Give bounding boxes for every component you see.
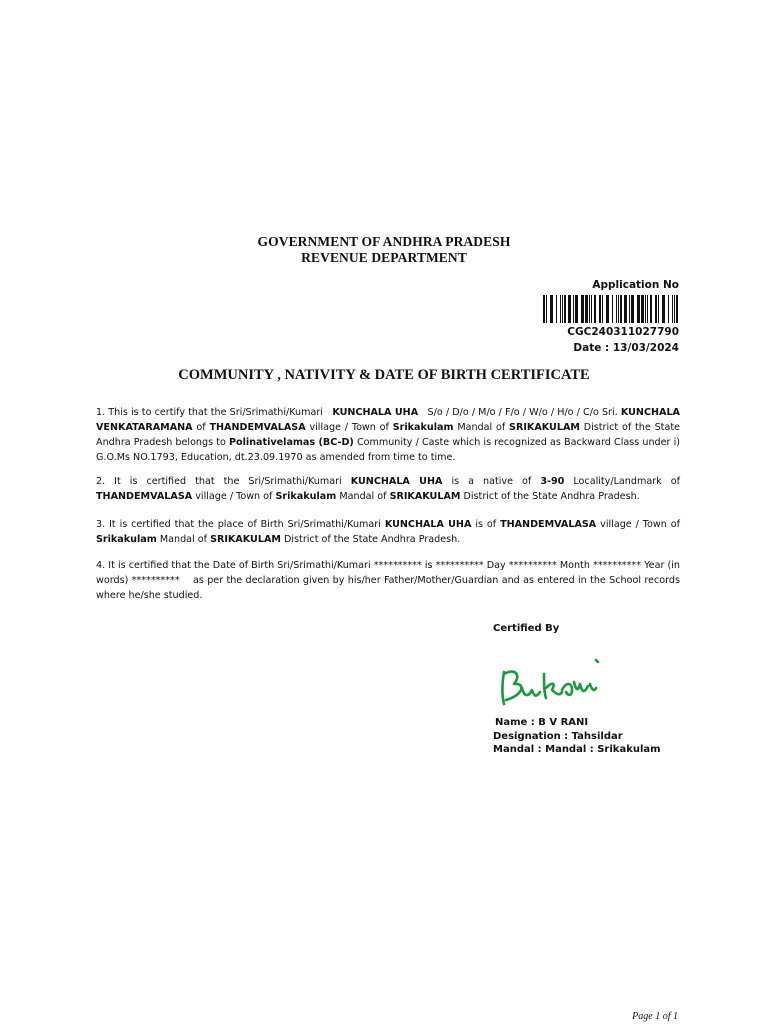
- barcode-image: [543, 295, 679, 323]
- text: Mandal of: [339, 491, 387, 502]
- application-number: CGC240311027790: [567, 326, 679, 338]
- paragraph-nativity: [96, 474, 680, 504]
- signer-mandal: Mandal : Mandal : Srikakulam: [493, 744, 661, 755]
- community-name: Polinativelamas (BC-D): [229, 437, 354, 448]
- barcode-bar: [594, 295, 596, 323]
- text: District of the State Andhra Pradesh belongs to: [96, 422, 680, 448]
- department-title: REVENUE DEPARTMENT: [301, 250, 467, 265]
- barcode-bar: [581, 295, 584, 323]
- village-name: THANDEMVALASA: [209, 422, 306, 433]
- barcode-bar: [562, 295, 563, 323]
- paragraph-community: [96, 405, 680, 465]
- applicant-name: KUNCHALA UHA: [332, 407, 419, 418]
- barcode-bar: [599, 295, 601, 323]
- text: Locality/Landmark of: [573, 476, 680, 487]
- barcode-bar: [618, 295, 619, 323]
- text: Mandal of: [457, 422, 506, 433]
- masked-value: **********: [373, 560, 422, 571]
- mandal-name: Srikakulam: [275, 491, 337, 502]
- barcode-bar: [658, 295, 659, 323]
- barcode-bar: [585, 295, 588, 323]
- text: of: [196, 422, 206, 433]
- barcode-bar: [543, 295, 545, 323]
- barcode-bar: [589, 295, 590, 323]
- text: Community / Caste which is recognized as Backward Class under i) G.O.Ms NO.1793, Education, dt.23.09.1970 as amended from time to time.: [96, 437, 680, 463]
- barcode-bar: [602, 295, 603, 323]
- barcode-bar: [550, 295, 553, 323]
- masked-value: **********: [435, 560, 484, 571]
- text: is a native of: [451, 476, 532, 487]
- text: Day: [486, 560, 506, 571]
- barcode-bar: [674, 295, 675, 323]
- text: 4. It is certified that the Date of Birth Sri/Srimathi/Kumari: [96, 560, 371, 571]
- barcode-bar: [629, 295, 630, 323]
- barcode-bar: [546, 295, 547, 323]
- masked-value: **********: [593, 560, 641, 571]
- application-date: Date : 13/03/2024: [573, 342, 679, 354]
- barcode-bar: [637, 295, 640, 323]
- barcode-bar: [575, 295, 578, 323]
- government-title: GOVERNMENT OF ANDHRA PRADESH: [257, 234, 511, 249]
- text: District of the State Andhra Pradesh.: [463, 491, 640, 502]
- applicant-name: KUNCHALA UHA: [384, 519, 472, 530]
- barcode-bar: [655, 295, 657, 323]
- district-name: SRIKAKULAM: [210, 534, 281, 545]
- text: 3. It is certified that the place of Birth Sri/Srimathi/Kumari: [96, 519, 381, 530]
- paragraph-birth-date: [96, 558, 680, 603]
- text: village / Town of: [309, 422, 389, 433]
- signer-details: [493, 716, 661, 757]
- text: Month: [559, 560, 590, 571]
- mandal-name: Srikakulam: [392, 422, 454, 433]
- certified-by-label: Certified By: [493, 623, 560, 634]
- text: village / Town of: [600, 519, 680, 530]
- masked-value: **********: [131, 575, 180, 586]
- barcode-bar: [641, 295, 644, 323]
- locality-number: 3-90: [540, 476, 565, 487]
- text: is of: [475, 519, 497, 530]
- signature-image: [492, 638, 616, 714]
- barcode-bar: [606, 295, 609, 323]
- barcode-bar: [668, 295, 669, 323]
- barcode-bar: [591, 295, 592, 323]
- barcode-bar: [556, 295, 557, 323]
- barcode-bar: [568, 295, 571, 323]
- barcode-bar: [631, 295, 634, 323]
- text: 2. It is certified that the Sri/Srimathi/Kumari: [96, 476, 342, 487]
- page-number: Page 1 of 1: [632, 1011, 678, 1022]
- barcode-bar: [616, 295, 617, 323]
- barcode-bar: [662, 295, 665, 323]
- barcode-bar: [645, 295, 646, 323]
- application-label: Application No: [592, 279, 679, 291]
- barcode-bar: [624, 295, 627, 323]
- paragraph-birth-place: [96, 517, 680, 547]
- masked-value: **********: [508, 560, 557, 571]
- barcode-bar: [560, 295, 561, 323]
- text: Mandal of: [159, 534, 207, 545]
- barcode-bar: [672, 295, 673, 323]
- text: village / Town of: [195, 491, 273, 502]
- barcode-bar: [573, 295, 574, 323]
- father-name: KUNCHALA VENKATARAMANA: [96, 407, 680, 433]
- signer-designation: Designation : Tahsildar: [493, 730, 623, 742]
- village-name: THANDEMVALASA: [96, 491, 193, 502]
- text: 1. This is to certify that the Sri/Srimathi/Kumari: [96, 407, 323, 418]
- text: S/o / D/o / M/o / F/o / W/o / H/o / C/o Sri.: [427, 407, 618, 418]
- certificate-title: COMMUNITY , NATIVITY & DATE OF BIRTH CERTIFICATE: [178, 367, 590, 383]
- applicant-name: KUNCHALA UHA: [350, 476, 443, 487]
- text: as per the declaration given by his/her Father/Mother/Guardian and as entered in the School records where he/she studied.: [96, 575, 680, 601]
- barcode-bar: [647, 295, 648, 323]
- district-name: SRIKAKULAM: [389, 491, 461, 502]
- barcode-bar: [620, 295, 622, 323]
- text: Year (in words): [96, 560, 680, 586]
- text: is: [424, 560, 433, 571]
- barcode-bar: [650, 295, 652, 323]
- village-name: THANDEMVALASA: [500, 519, 597, 530]
- signer-name: Name : B V RANI: [495, 717, 589, 728]
- barcode-bar: [612, 295, 613, 323]
- text: District of the State Andhra Pradesh.: [284, 534, 461, 545]
- mandal-name: Srikakulam: [96, 534, 157, 545]
- barcode-bar: [676, 295, 678, 323]
- barcode-bar: [564, 295, 566, 323]
- district-name: SRIKAKULAM: [509, 422, 580, 433]
